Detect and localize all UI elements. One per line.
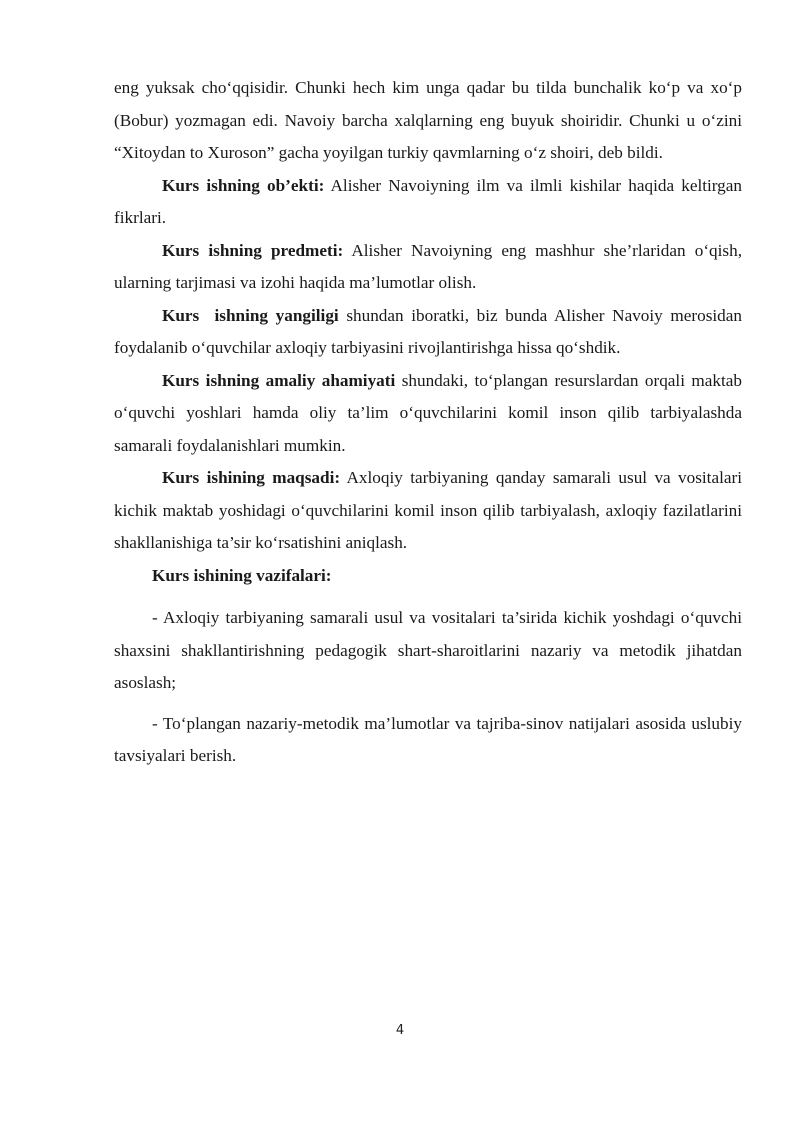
object-text: Alisher Navoiyning ilm va ilmli kishilar haqida keltirgan fikrlari. (114, 175, 742, 227)
goal-label: Kurs ishining maqsadi: (162, 468, 341, 487)
page-number: 4 (395, 1023, 405, 1038)
subject-text: Alisher Navoiyning eng mashhur she’rlaridan o‘qish, ularning tarjimasi va izohi haqida ma’lumotlar olish. (114, 240, 742, 292)
subject-label: Kurs ishning predmeti: (162, 240, 344, 260)
goal-text: Axloqiy tarbiyaning qanday samarali usul va vositalari kichik maktab yoshidagi o‘quvchilarini komil inson qilib tarbiyalash, axloqiy fazilatlarini shakllanishiga ta’sir ko‘rsatishini aniqlash. (114, 468, 742, 552)
subject-paragraph (114, 235, 742, 300)
intro-paragraph: eng yuksak cho‘qqisidir. Chunki hech kim unga qadar bu tilda bunchalik ko‘p va xo‘p (Bobur) yozmagan edi. Navoiy barcha xalqlarning eng buyuk shoiridir. Chunki u o‘zini “Xitoydan to Xuroson” gacha yoyilgan turkiy qavmlarning o‘z shoiri, deb bildi. (114, 78, 742, 162)
task-item-2: - To‘plangan nazariy-metodik ma’lumotlar va tajriba-sinov natijalari asosida uslubiy tavsiyalari berish. (114, 713, 742, 765)
practical-text: shundaki, to‘plangan resurslardan orqali maktab o‘quvchi yoshlari hamda oliy ta’lim o‘quvchilarini komil inson qilib tarbiyalashda samarali foydalanishlari mumkin. (114, 370, 743, 455)
novelty-text: shundan iboratki, biz bunda Alisher Navoiy merosidan foydalanib o‘quvchilar axloqiy tarbiyasini rivojlantirishga hissa qo‘shdik. (114, 305, 742, 357)
goal-paragraph (114, 462, 742, 560)
practical-label: Kurs ishning amaliy ahamiyati (162, 370, 396, 390)
novelty-paragraph (114, 300, 742, 365)
object-label: Kurs ishning ob’ekti: (162, 175, 325, 195)
novelty-label: Kurs ishning yangiligi (162, 305, 339, 325)
object-paragraph (114, 170, 742, 235)
tasks-heading: Kurs ishining vazifalari: (152, 565, 332, 585)
task-item-1: - Axloqiy tarbiyaning samarali usul va vositalari ta’sirida kichik yoshdagi o‘quvchi shaxsini shakllantirishning pedagogik shart-sharoitlarini nazariy va metodik jihatdan asoslash; (114, 608, 742, 692)
practical-paragraph (114, 365, 742, 463)
document-page (114, 72, 742, 773)
